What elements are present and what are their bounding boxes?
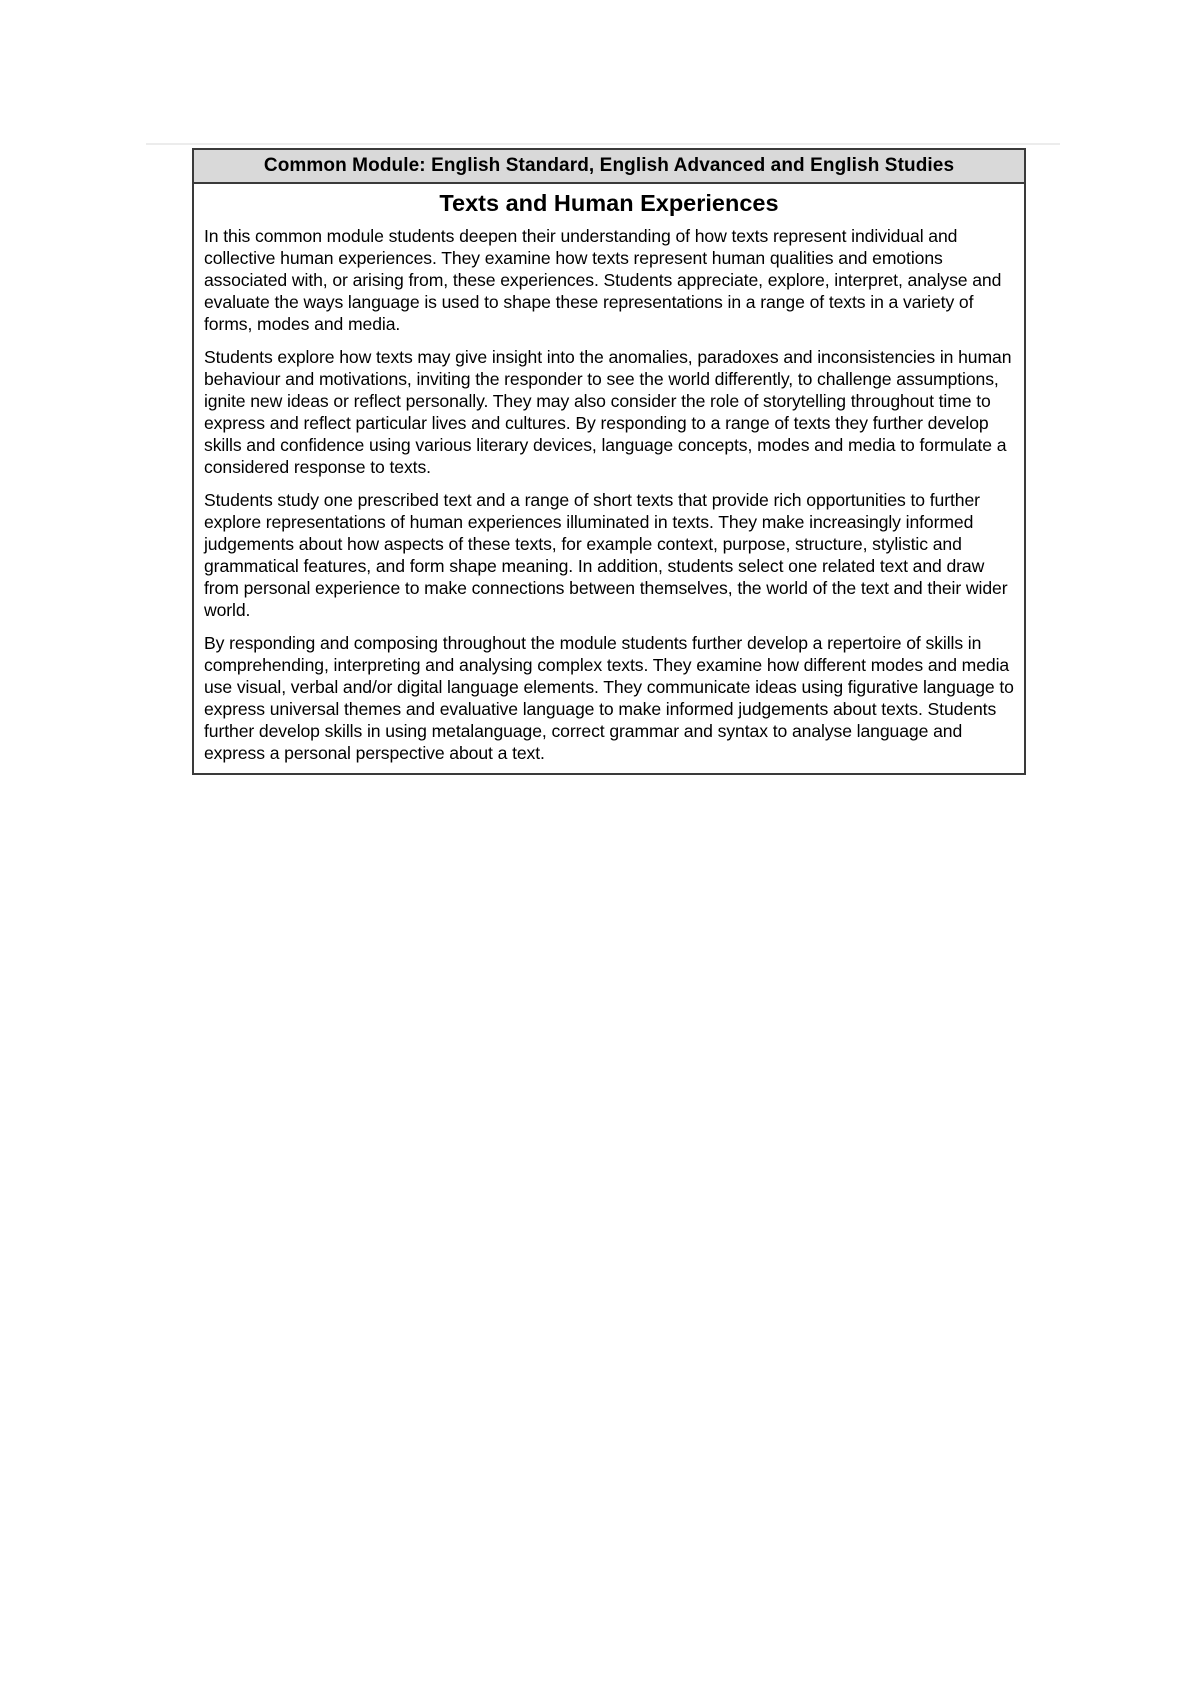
module-body xyxy=(194,184,1024,764)
paragraph-1: In this common module students deepen their understanding of how texts represent individual and collective human experiences. They examine how texts represent human qualities and emotions associated with, or arising from, these experiences. Students appreciate, explore, interpret, analyse and evaluate the ways language is used to shape these representations in a range of texts in a variety of forms, modes and media. xyxy=(204,226,1002,334)
paragraph-2: Students explore how texts may give insight into the anomalies, paradoxes and inconsistencies in human behaviour and motivations, inviting the responder to see the world differently, to challenge assumptions, ignite new ideas or reflect personally. They may also consider the role of storytelling throughout time to express and reflect particular lives and cultures. By responding to a range of texts they further develop skills and confidence using various literary devices, language concepts, modes and media to formulate a considered response to texts. xyxy=(204,347,1012,477)
top-divider xyxy=(146,143,1060,145)
module-title: Texts and Human Experiences xyxy=(439,190,779,216)
paragraph-3: Students study one prescribed text and a range of short texts that provide rich opportunities to further explore representations of human experiences illuminated in texts. They make increasingly informed judgements about how aspects of these texts, for example context, purpose, structure, stylistic and grammatical features, and form shape meaning. In addition, students select one related text and draw from personal experience to make connections between themselves, the world of the text and their wider world. xyxy=(204,490,1008,620)
module-description-box xyxy=(192,148,1026,775)
paragraph-4: By responding and composing throughout the module students further develop a repertoire of skills in comprehending, interpreting and analysing complex texts. They examine how different modes and media use visual, verbal and/or digital language elements. They communicate ideas using figurative language to express universal themes and evaluative language to make informed judgements about texts. Students further develop skills in using metalanguage, correct grammar and syntax to analyse language and express a personal perspective about a text. xyxy=(204,633,1014,763)
module-header: Common Module: English Standard, English Advanced and English Studies xyxy=(194,150,1024,184)
